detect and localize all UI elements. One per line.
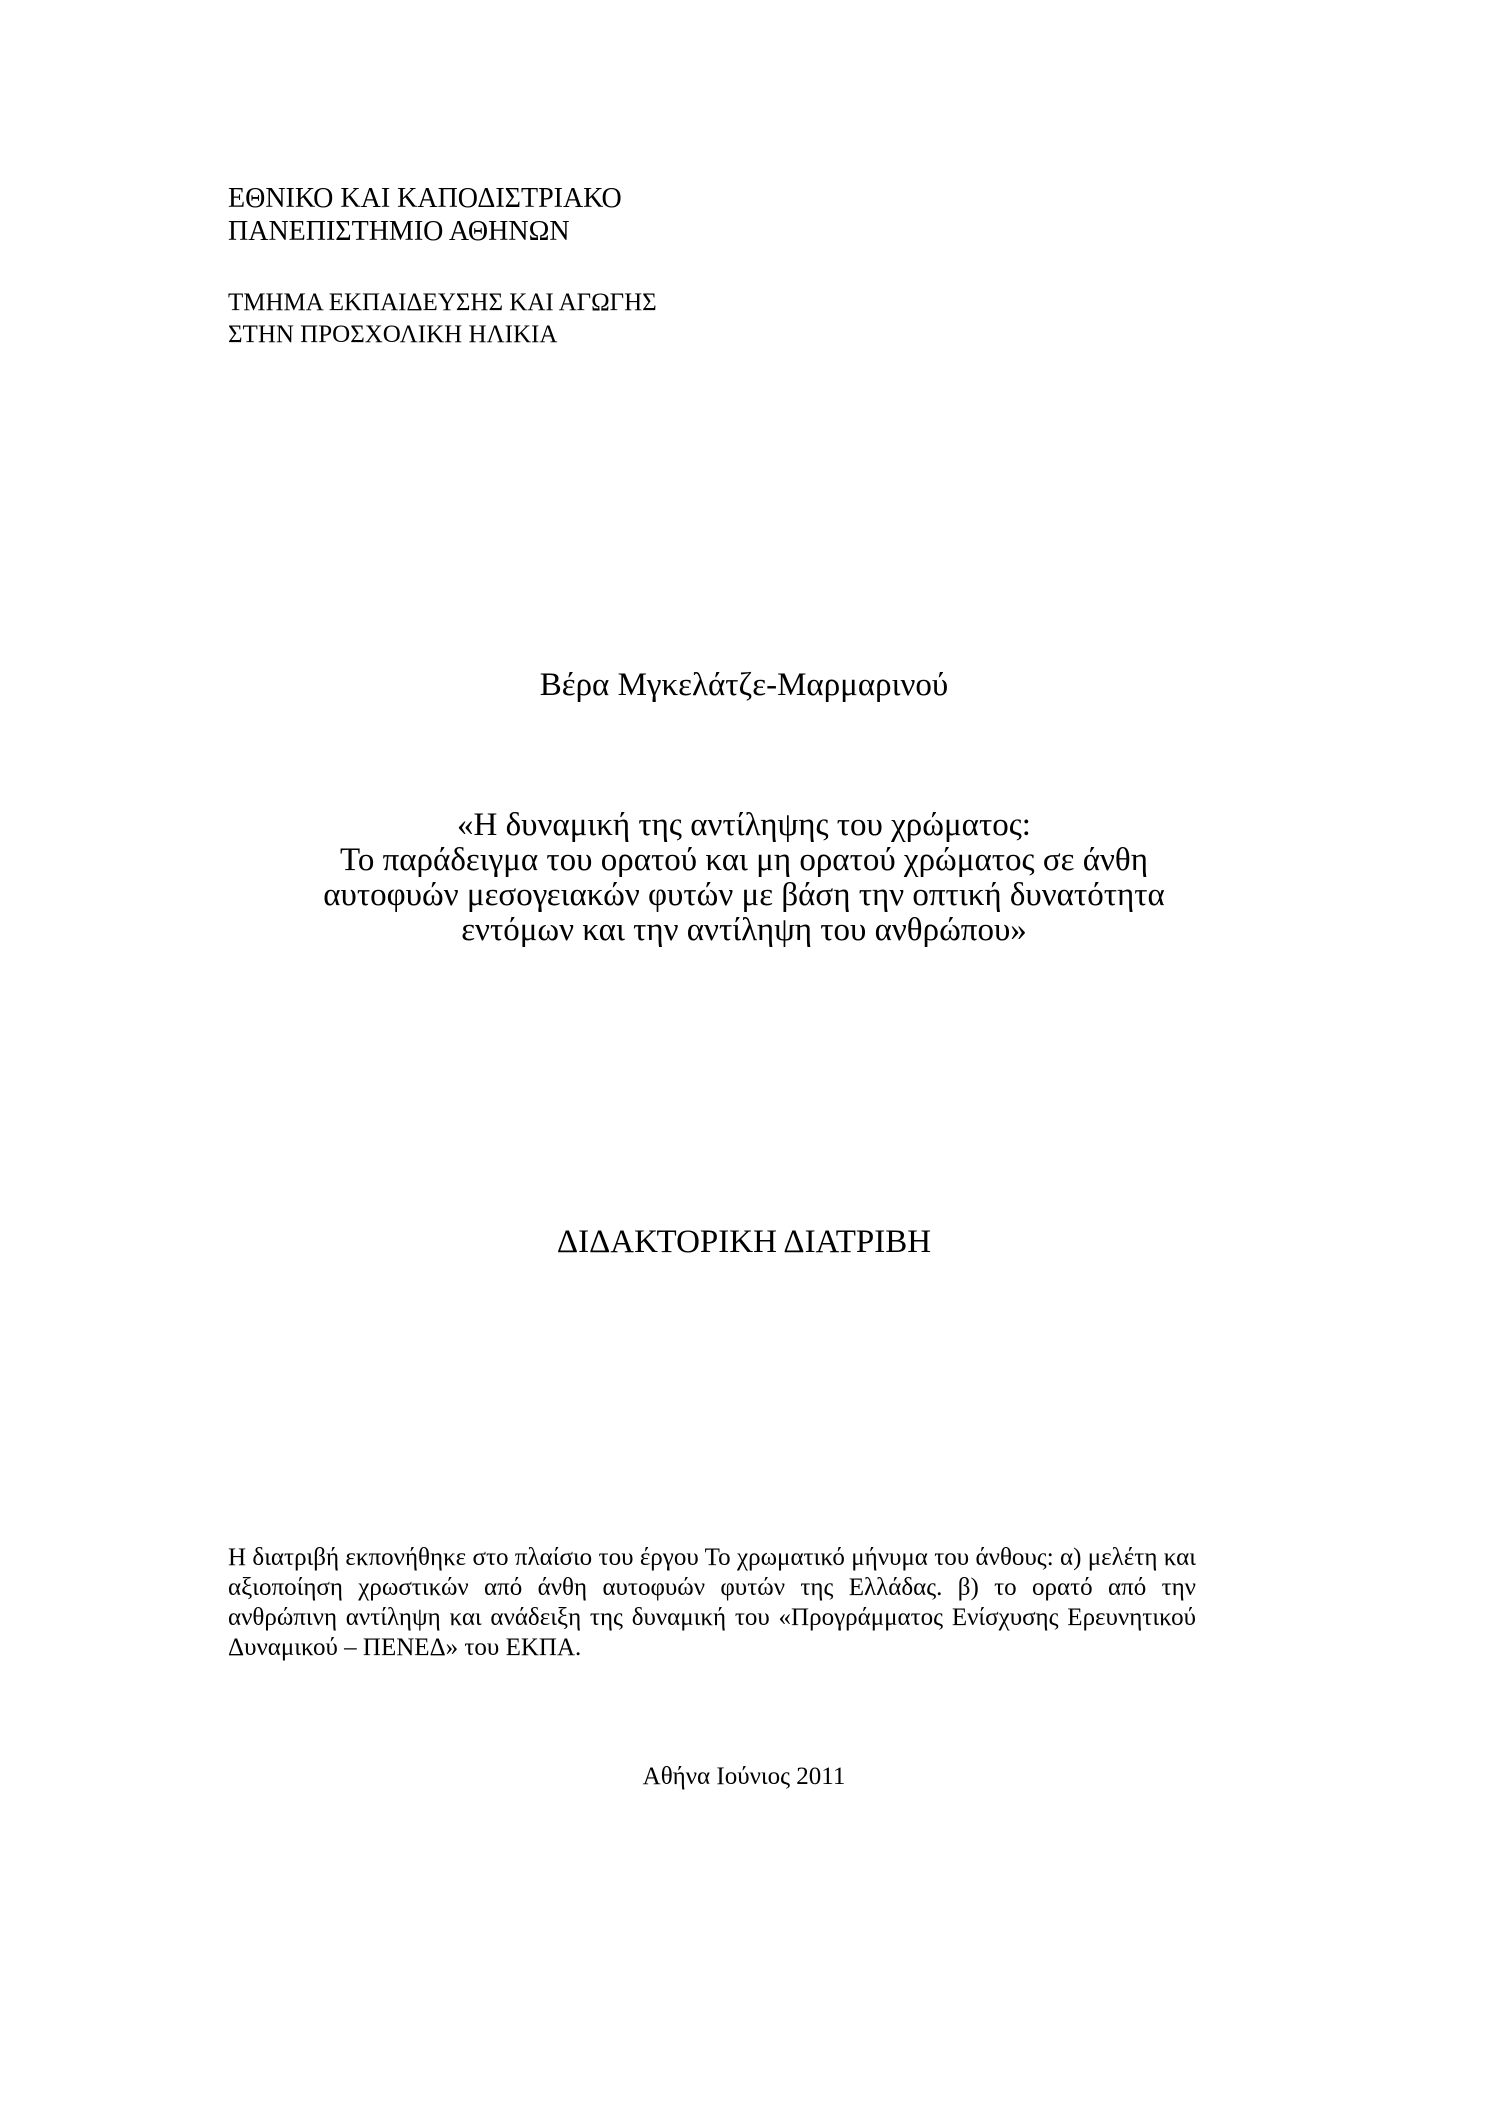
- title-line: «Η δυναμική της αντίληψης του χρώματος:: [457, 807, 1031, 843]
- institution-line: ΕΘΝΙΚΟ ΚΑΙ ΚΑΠΟΔΙΣΤΡΙΑΚΟ: [228, 183, 622, 214]
- institution-name: [228, 182, 622, 248]
- funding-note: Η διατριβή εκπονήθηκε στο πλαίσιο του έργου Το χρωματικό μήνυμα του άνθους: α) μελέτη και αξιοποίηση χρωστικών από άνθη αυτοφυών φυτών της Ελλάδας. β) το ορατό από την ανθρώπινη αντίληψη και ανάδειξη της δυναμική του «Προγράμματος Ενίσχυσης Ερευνητικού Δυναμικού – ΠΕΝΕΔ» του ΕΚΠΑ.: [228, 1544, 1196, 1661]
- author-name: Βέρα Μγκελάτζε-Μαρμαρινού: [539, 667, 949, 703]
- title-line: αυτοφυών μεσογειακών φυτών με βάση την οπτική δυνατότητα: [323, 877, 1165, 913]
- department-line: ΣΤΗΝ ΠΡΟΣΧΟΛΙΚΗ ΗΛΙΚΙΑ: [228, 321, 558, 348]
- department-line: ΤΜΗΜΑ ΕΚΠΑΙΔΕΥΣΗΣ ΚΑΙ ΑΓΩΓΗΣ: [228, 289, 657, 316]
- institution-line: ΠΑΝΕΠΙΣΤΗΜΙΟ ΑΘΗΝΩΝ: [228, 216, 570, 247]
- document-type: ΔΙΔΑΚΤΟΡΙΚΗ ΔΙΑΤΡΙΒΗ: [556, 1224, 932, 1260]
- title-line: Το παράδειγμα του ορατού και μη ορατού χρώματος σε άνθη: [339, 842, 1149, 878]
- place-date: Αθήνα Ιούνιος 2011: [642, 1763, 846, 1790]
- department-name: [228, 287, 657, 351]
- thesis-title: [0, 808, 1488, 948]
- title-line: εντόμων και την αντίληψη του ανθρώπου»: [461, 912, 1027, 948]
